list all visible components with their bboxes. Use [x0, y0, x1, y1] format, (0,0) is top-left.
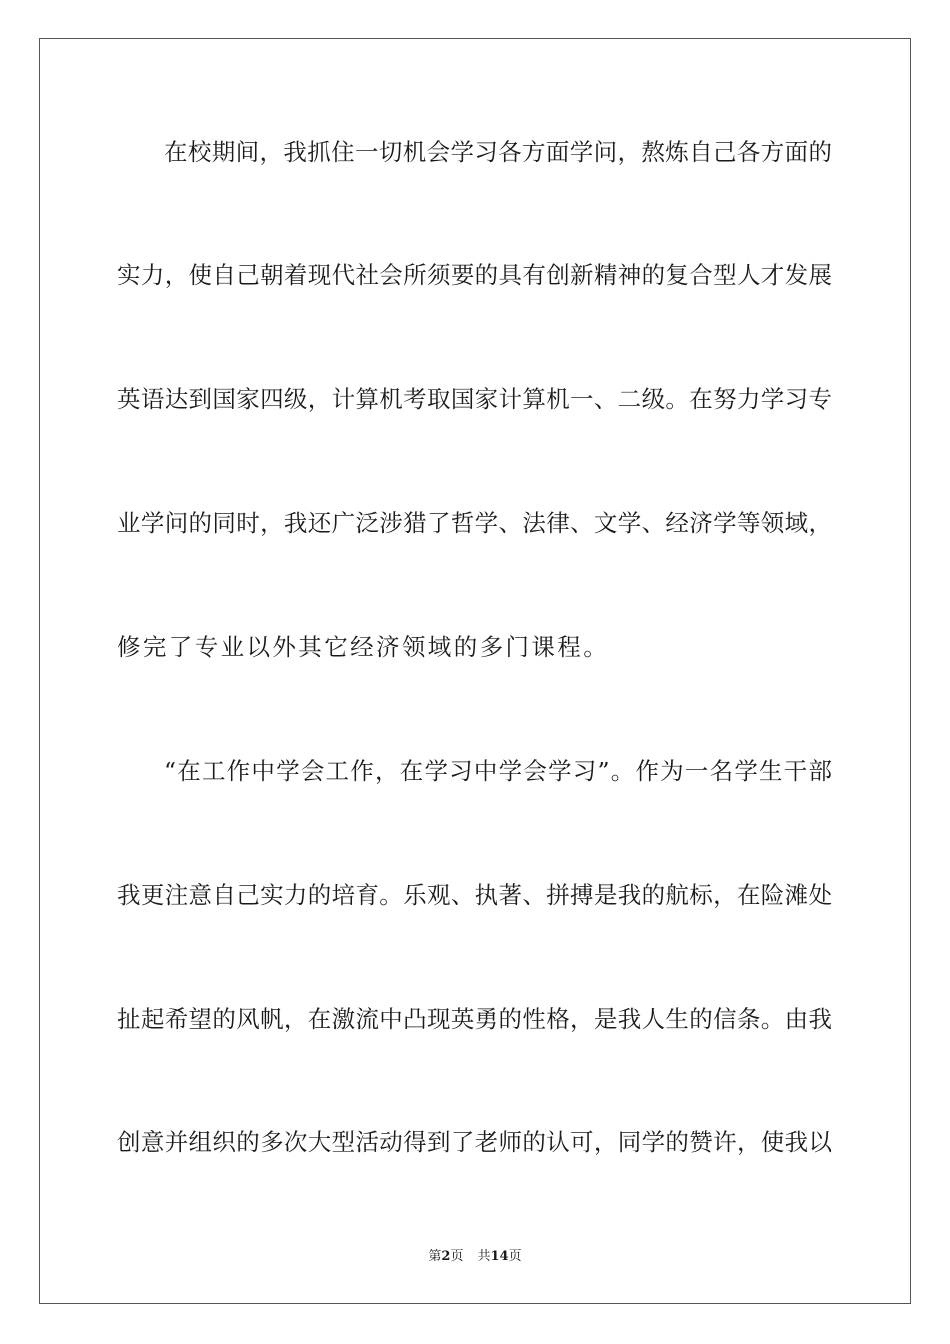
page-suffix: 页: [450, 1249, 464, 1264]
text-line: 业学问的同时，我还广泛涉猎了哲学、法律、文学、经济学等领域，: [117, 509, 832, 537]
text-line: 我更注意自己实力的培育。乐观、执著、拼搏是我的航标，在险滩处: [117, 881, 832, 909]
text-line: 实力，使自己朝着现代社会所须要的具有创新精神的复合型人才发展: [117, 261, 832, 289]
text-line: 修完了专业以外其它经济领域的多门课程。: [117, 633, 610, 661]
total-pages: 14: [490, 1249, 509, 1264]
text-line: “在工作中学会工作，在学习中学会学习”。作为一名学生干部: [164, 757, 832, 785]
text-line: 英语达到国家四级，计算机考取国家计算机一、二级。在努力学习专: [117, 385, 832, 413]
page-footer: [0, 1248, 950, 1266]
text-line: 扯起希望的风帆，在激流中凸现英勇的性格，是我人生的信条。由我: [117, 1005, 832, 1033]
text-line: 在校期间，我抓住一切机会学习各方面学问，熬炼自己各方面的: [164, 138, 832, 166]
page-prefix: 第: [428, 1249, 442, 1264]
page-border: [39, 38, 911, 1304]
total-suffix: 页: [508, 1249, 522, 1264]
page-number: 2: [441, 1249, 451, 1264]
total-prefix: 共: [477, 1249, 491, 1264]
text-line: 创意并组织的多次大型活动得到了老师的认可，同学的赞许，使我以: [117, 1128, 832, 1156]
